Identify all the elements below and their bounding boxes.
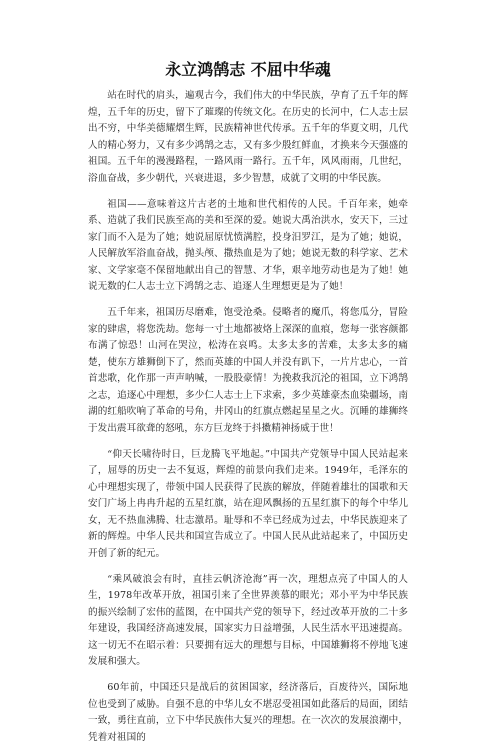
paragraph: “仰天长啸待时日，巨龙腾飞平地起。”中国共产党领导中国人民站起来了，屈辱的历史一去不复返，辉煌的前景向我们走来。1949年，毛泽东的心中理想实现了，带领中国人民获得了民族的解放，伴随着雄壮的国歌和天安门广场上冉冉升起的五星红旗，站在迎风飘扬的五星红旗下的每个中华儿女，无不热血沸腾、壮志激昂。耻辱和不幸已经成为过去，中华民族迎来了新的辉煌。中华人民共和国宣告成立了。中国人民从此站起来了，中国历史开创了新的纪元。 (88, 448, 408, 559)
paragraph: 五千年来，祖国历尽磨难，饱受沧桑。侵略者的魔爪，将您瓜分，冒险家的肆虐，将您洗劫。您每一寸土地都被烙上深深的血痕，您每一张容颜都布满了惊恐！山河在哭泣，松涛在哀鸣。太多太多的苦难，太多太多的痛楚，使东方雄狮倒下了，然而英雄的中国人并没有趴下，一片片忠心，一首首悲歌，化作那一声声呐喊，一股股豪情！为挽救我沉沦的祖国，立下鸿鹄之志，追逐心中理想，多少仁人志士上下求索，多少英雄豪杰血染疆场，南湖的红船吹响了革命的号角，井冈山的红旗点燃起星星之火。沉睡的雄狮终于发出震耳欲聋的怒吼，东方巨龙终于抖擞精神扬威于世！ (88, 307, 408, 434)
article-body (88, 88, 408, 756)
page-title: 永立鸿鹄志 不屈中华魂 (165, 60, 331, 79)
paragraph: 站在时代的肩头，遍观古今，我们伟大的中华民族，孕育了五千年的辉煌，五千年的历史，留下了璀璨的传统文化。在历史的长河中，仁人志士层出不穷，中华美德耀熠生辉，民族精神世代传承。五千年的华夏文明，几代人的精心努力，又有多少鸿鹄之志，又有多少殷红鲜血，才换来今天强盛的祖国。五千年的漫漫路程，一路风雨一路行。五千年，风风雨雨，几世纪，浴血奋战，多少朝代，兴衰进退，多少智慧，成就了文明的中华民族。 (88, 90, 408, 184)
paragraph: 60年前，中国还只是战后的贫困国家，经济落后，百废待兴，国际地位也受到了威胁。自强不息的中华儿女不堪忍受祖国如此落后的局面，团结一致，勇往直前，立下中华民族伟大复兴的理想。在一次次的发展浪潮中，凭着对祖国的 (88, 682, 408, 743)
paragraph: “乘风破浪会有时，直挂云帆济沧海”再一次，理想点亮了中国人的人生，1978年改革开放，祖国引来了全世界羡慕的眼光；邓小平为中华民族的振兴绘制了宏伟的蓝图，在中国共产党的领导下，经过改革开放的二十多年建设，我国经济高速发展，国家实力日益增强，人民生活水平迅速提高。这一切无不在昭示着：只要拥有远大的理想与目标，中国雄狮将不停地飞速发展和强大。 (88, 573, 408, 667)
paragraph: 祖国——意味着这片古老的土地和世代相传的人民。千百年来，她牵系、造就了我们民族至高的美和至深的爱。她说大禹治洪水，安天下，三过家门而不入是为了她；她说屈原忧愤满腔，投身汨罗江，是为了她；她说，人民解放军浴血奋战，抛头颅、撒热血是为了她；她说无数的科学家、艺术家、文学家毫不保留地献出自己的智慧、才华，艰辛地劳动也是为了她！她说无数的仁人志士立下鸿鹄之志、追逐人生理想更是为了她！ (88, 198, 408, 292)
